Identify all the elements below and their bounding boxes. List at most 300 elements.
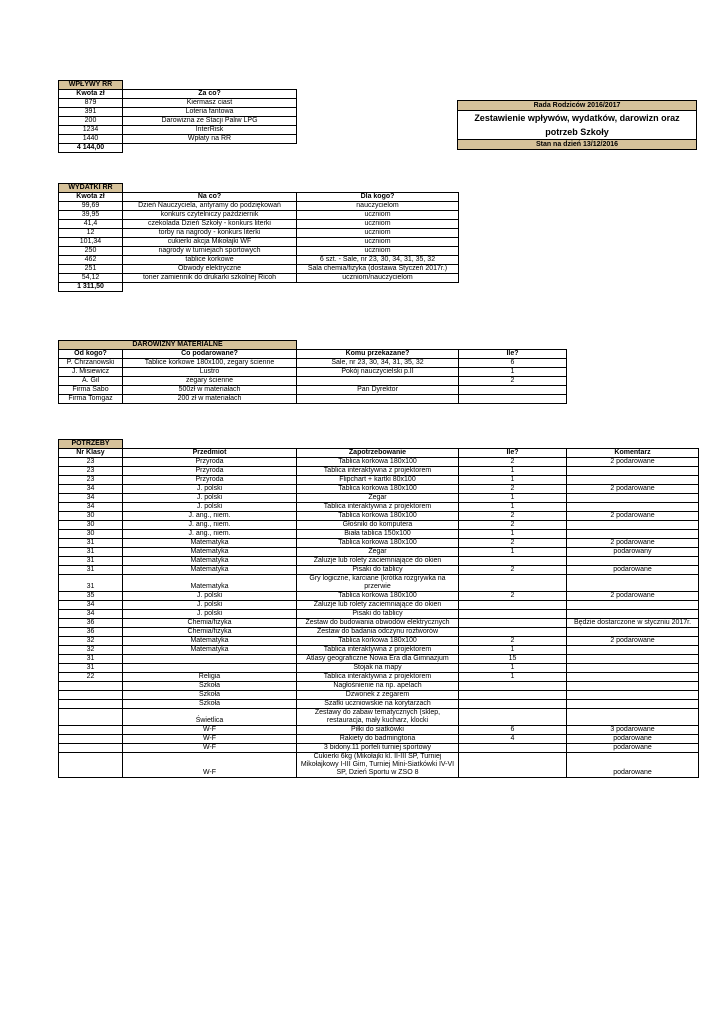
table-cell: Pokój nauczycielski p.II [297, 368, 459, 377]
section-label: WYDATKI RR [59, 184, 123, 193]
table-cell: 101,34 [59, 238, 123, 247]
table-cell: 6 [459, 726, 567, 735]
table-cell: czekolada Dzień Szkoły - konkurs literki [123, 220, 297, 229]
table-cell [567, 557, 699, 566]
column-header: Nr Klasy [59, 449, 123, 458]
table-cell: 12 [59, 229, 123, 238]
table-cell [459, 610, 567, 619]
table-cell: 31 [59, 655, 123, 664]
table-cell: Tablica korkowa 180x100 [297, 539, 459, 548]
table-row [59, 135, 297, 144]
column-header: Kwota zł [59, 193, 123, 202]
table-cell: 30 [59, 512, 123, 521]
empty-cell [459, 440, 567, 449]
table-cell: Firma Tomgaz [59, 395, 123, 404]
table-cell: Lustro [123, 368, 297, 377]
table-cell: Przyroda [123, 476, 297, 485]
section-label: DAROWIZNY MATERIALNE [59, 341, 297, 350]
table-cell: 200 [59, 117, 123, 126]
table-row [59, 735, 699, 744]
empty-cell [123, 144, 297, 153]
table-row [59, 610, 699, 619]
table-cell: Dzwonek z zegarem [297, 691, 459, 700]
table-cell: 2 podarowane [567, 512, 699, 521]
table-cell: Szafki uczniowskie na korytarzach [297, 700, 459, 709]
table-cell [567, 521, 699, 530]
table-row [59, 673, 699, 682]
table-cell: Tablica interaktywna z projektorem [297, 503, 459, 512]
income-table [58, 80, 297, 153]
table-cell: Chemia/fizyka [123, 628, 297, 637]
table-cell [59, 753, 123, 778]
expenses-table [58, 183, 459, 292]
table-cell: 31 [59, 539, 123, 548]
section-label: WPŁYWY RR [59, 81, 123, 90]
table-cell: 2 podarowane [567, 485, 699, 494]
table-row [59, 691, 699, 700]
table-cell: podarowane [567, 566, 699, 575]
table-cell [59, 744, 123, 753]
table-cell [59, 700, 123, 709]
table-cell: Tablica korkowa 180x100 [297, 512, 459, 521]
table-cell: Żaluzje lub rolety zaciemniające do okien [297, 557, 459, 566]
total-amount: 4 144,00 [59, 144, 123, 153]
table-cell: 35 [59, 592, 123, 601]
header-row [59, 90, 297, 99]
table-cell [459, 575, 567, 592]
table-cell: Matematyka [123, 637, 297, 646]
table-cell: podarowane [567, 744, 699, 753]
table-cell: 23 [59, 476, 123, 485]
table-cell: J. polski [123, 610, 297, 619]
table-row [59, 637, 699, 646]
table-cell [567, 610, 699, 619]
table-cell: 3 podarowane [567, 726, 699, 735]
table-cell [567, 673, 699, 682]
table-cell: 500zł w materiałach [123, 386, 297, 395]
empty-cell [459, 341, 567, 350]
table-cell: 36 [59, 628, 123, 637]
table-cell: 15 [459, 655, 567, 664]
table-cell [59, 735, 123, 744]
table-cell: 1 [459, 646, 567, 655]
needs-table [58, 439, 699, 778]
table-row [59, 485, 699, 494]
table-row [59, 108, 297, 117]
table-row [59, 395, 567, 404]
table-cell: torby na nagrody - konkurs literki [123, 229, 297, 238]
table-cell [567, 503, 699, 512]
table-cell: Tablica interaktywna z projektorem [297, 467, 459, 476]
table-cell: Zegar [297, 494, 459, 503]
table-row [59, 476, 699, 485]
table-cell: Obwody elektryczne [123, 265, 297, 274]
empty-cell [123, 184, 297, 193]
table-cell [567, 575, 699, 592]
table-row [59, 700, 699, 709]
table-cell: 2 [459, 512, 567, 521]
table-cell: 2 podarowane [567, 458, 699, 467]
table-row [59, 274, 459, 283]
table-row [59, 539, 699, 548]
table-cell: J. ang., niem. [123, 530, 297, 539]
table-cell: podarowane [567, 753, 699, 778]
table-cell [567, 601, 699, 610]
table-cell: 251 [59, 265, 123, 274]
table-cell: 6 [459, 359, 567, 368]
table-cell: Tablica korkowa 180x100 [297, 485, 459, 494]
table-cell: 6 szt. - Sale, nr 23, 30, 34, 31, 35, 32 [297, 256, 459, 265]
table-cell [459, 682, 567, 691]
table-cell: 34 [59, 485, 123, 494]
header-title: Zestawienie wpływów, wydatków, darowizn oraz potrzeb Szkoły [457, 111, 697, 140]
table-row [59, 619, 699, 628]
empty-cell [297, 184, 459, 193]
table-cell: 30 [59, 530, 123, 539]
column-header: Przedmiot [123, 449, 297, 458]
table-cell: Głośniki do komputera [297, 521, 459, 530]
table-cell: Darowizna ze Stacji Paliw LPG [123, 117, 297, 126]
table-row [59, 566, 699, 575]
table-cell: Przyroda [123, 458, 297, 467]
table-cell: 39,95 [59, 211, 123, 220]
table-cell: 250 [59, 247, 123, 256]
table-row [59, 377, 567, 386]
table-cell [59, 726, 123, 735]
table-cell: P. Chrzanowski [59, 359, 123, 368]
table-cell [459, 619, 567, 628]
table-cell: J. polski [123, 494, 297, 503]
table-cell: Kiermasz ciast [123, 99, 297, 108]
total-row [59, 144, 297, 153]
table-cell: 2 [459, 539, 567, 548]
table-cell: Sale, nr 23, 30, 34, 31, 35, 32 [297, 359, 459, 368]
table-cell: Tablica korkowa 180x100 [297, 592, 459, 601]
table-row [59, 628, 699, 637]
table-cell: Sala chemia/fizyka (dostawa Styczeń 2017r.) [297, 265, 459, 274]
table-cell: Firma Sabo [59, 386, 123, 395]
table-row [59, 229, 459, 238]
table-cell [567, 709, 699, 726]
table-cell: W-F [123, 753, 297, 778]
table-cell: 32 [59, 637, 123, 646]
table-cell: Pisaki do tablicy [297, 566, 459, 575]
table-cell: 462 [59, 256, 123, 265]
table-cell: Flipchart + kartki 80x100 [297, 476, 459, 485]
table-cell: 31 [59, 557, 123, 566]
table-cell: 99,69 [59, 202, 123, 211]
table-cell: 2 podarowane [567, 637, 699, 646]
table-cell [459, 709, 567, 726]
table-cell: 1440 [59, 135, 123, 144]
table-cell [59, 691, 123, 700]
table-row [59, 458, 699, 467]
table-cell: 23 [59, 458, 123, 467]
table-cell: 2 podarowane [567, 592, 699, 601]
table-row [59, 744, 699, 753]
table-cell: Atlasy geograficzne Nowa Era dla Gimnazjum [297, 655, 459, 664]
table-row [59, 202, 459, 211]
table-cell [459, 691, 567, 700]
income-section [58, 80, 297, 153]
table-cell: Loteria fantowa [123, 108, 297, 117]
table-cell: Tablica interaktywna z projektorem [297, 646, 459, 655]
donations-table [58, 340, 567, 404]
table-cell: 34 [59, 610, 123, 619]
table-cell: 1 [459, 368, 567, 377]
table-cell: 23 [59, 467, 123, 476]
table-cell: J. Misiewicz [59, 368, 123, 377]
table-cell: uczniom [297, 211, 459, 220]
table-row [59, 503, 699, 512]
header-row [59, 350, 567, 359]
table-cell: 1 [459, 476, 567, 485]
table-cell: Tablice korkowe 180x100, zegary ścienne [123, 359, 297, 368]
table-row [59, 655, 699, 664]
header-row [59, 193, 459, 202]
table-cell [123, 655, 297, 664]
total-row [59, 283, 459, 292]
table-cell: tablice korkowe [123, 256, 297, 265]
empty-cell [567, 440, 699, 449]
section-label: POTRZEBY [59, 440, 123, 449]
table-cell: uczniom [297, 220, 459, 229]
table-row [59, 646, 699, 655]
table-row [59, 682, 699, 691]
column-header: Ile? [459, 350, 567, 359]
table-cell: Tablica korkowa 180x100 [297, 637, 459, 646]
table-row [59, 99, 297, 108]
table-cell [567, 530, 699, 539]
table-cell: konkurs czytelniczy październik [123, 211, 297, 220]
table-cell [567, 646, 699, 655]
table-cell: 2 [459, 377, 567, 386]
table-cell [459, 601, 567, 610]
table-cell: W-F [123, 744, 297, 753]
table-cell: 2 podarowane [567, 539, 699, 548]
table-cell: 200 zł w materiałach [123, 395, 297, 404]
table-cell: 879 [59, 99, 123, 108]
table-cell [459, 700, 567, 709]
table-cell: Stojak na mapy [297, 664, 459, 673]
table-cell: Będzie dostarczone w styczniu 2017r. [567, 619, 699, 628]
table-cell: 31 [59, 548, 123, 557]
table-row [59, 256, 459, 265]
table-cell [567, 655, 699, 664]
section-label-row [59, 440, 699, 449]
section-label-row [59, 184, 459, 193]
header-council-year: Rada Rodziców 2016/2017 [457, 100, 697, 111]
table-cell: Szkoła [123, 691, 297, 700]
table-cell [567, 700, 699, 709]
table-cell [459, 557, 567, 566]
table-cell: J. polski [123, 592, 297, 601]
table-cell: podarowane [567, 735, 699, 744]
table-cell: Matematyka [123, 557, 297, 566]
empty-cell [297, 440, 459, 449]
column-header: Dla kogo? [297, 193, 459, 202]
table-cell: A. Gil [59, 377, 123, 386]
table-cell [459, 753, 567, 778]
table-cell: 41,4 [59, 220, 123, 229]
column-header: Ile? [459, 449, 567, 458]
column-header: Komentarz [567, 449, 699, 458]
table-cell: InterRisk [123, 126, 297, 135]
table-cell: 1 [459, 494, 567, 503]
column-header: Od kogo? [59, 350, 123, 359]
table-cell: Matematyka [123, 539, 297, 548]
table-cell [567, 691, 699, 700]
table-cell [459, 395, 567, 404]
section-label-row [59, 341, 567, 350]
table-row [59, 530, 699, 539]
total-amount: 1 311,50 [59, 283, 123, 292]
empty-cell [123, 283, 297, 292]
table-cell: 1 [459, 467, 567, 476]
table-cell [567, 494, 699, 503]
table-cell: 1234 [59, 126, 123, 135]
table-cell: 32 [59, 646, 123, 655]
table-cell: Zestaw do badania odczynu roztworów [297, 628, 459, 637]
table-cell: 391 [59, 108, 123, 117]
table-cell: J. polski [123, 485, 297, 494]
table-cell: J. polski [123, 503, 297, 512]
header-status-date: Stan na dzień 13/12/2016 [457, 140, 697, 150]
table-cell [59, 709, 123, 726]
table-cell: uczniom/nauczycielom [297, 274, 459, 283]
table-cell: J. polski [123, 601, 297, 610]
table-cell: Zestaw do budowania obwodów elektrycznych [297, 619, 459, 628]
table-cell: W-F [123, 726, 297, 735]
column-header: Na co? [123, 193, 297, 202]
table-row [59, 512, 699, 521]
column-header: Za co? [123, 90, 297, 99]
table-cell [297, 377, 459, 386]
table-cell [59, 682, 123, 691]
table-cell: Przyroda [123, 467, 297, 476]
table-cell: 22 [59, 673, 123, 682]
table-cell: Pan Dyrektor [297, 386, 459, 395]
table-cell: 30 [59, 521, 123, 530]
table-row [59, 557, 699, 566]
table-cell: 1 [459, 664, 567, 673]
table-cell: Chemia/fizyka [123, 619, 297, 628]
table-cell: 1 [459, 530, 567, 539]
table-cell: 1 [459, 503, 567, 512]
table-row [59, 117, 297, 126]
table-row [59, 601, 699, 610]
table-cell [567, 682, 699, 691]
section-label-row [59, 81, 297, 90]
empty-cell [123, 440, 297, 449]
table-cell: uczniom [297, 247, 459, 256]
table-cell [297, 395, 459, 404]
table-cell: Tablica korkowa 180x100 [297, 458, 459, 467]
table-cell [459, 386, 567, 395]
table-cell: Tablica interaktywna z projektorem [297, 673, 459, 682]
table-cell: podarowany [567, 548, 699, 557]
table-cell: Matematyka [123, 575, 297, 592]
table-cell: Szkoła [123, 700, 297, 709]
table-row [59, 359, 567, 368]
table-cell: J. ang., niem. [123, 512, 297, 521]
table-row [59, 238, 459, 247]
table-cell: W-F [123, 735, 297, 744]
table-row [59, 575, 699, 592]
table-cell: uczniom [297, 229, 459, 238]
table-cell: Matematyka [123, 548, 297, 557]
header-box [457, 100, 697, 150]
table-cell: Rakiety do badmingtona [297, 735, 459, 744]
table-cell: Zegar [297, 548, 459, 557]
table-cell: Dzień Nauczyciela, antyramy do podziękowań [123, 202, 297, 211]
column-header: Komu przekazane? [297, 350, 459, 359]
table-cell: Piłki do siatkówki [297, 726, 459, 735]
table-row [59, 247, 459, 256]
empty-cell [297, 341, 459, 350]
table-cell: nauczycielom [297, 202, 459, 211]
table-row [59, 467, 699, 476]
table-cell: 4 [459, 735, 567, 744]
table-row [59, 521, 699, 530]
table-row [59, 548, 699, 557]
table-cell: Pisaki do tablicy [297, 610, 459, 619]
table-cell: 31 [59, 566, 123, 575]
table-cell: zegary ścienne [123, 377, 297, 386]
table-cell: Matematyka [123, 646, 297, 655]
table-cell: Świetlica [123, 709, 297, 726]
table-row [59, 126, 297, 135]
empty-cell [297, 283, 459, 292]
column-header: Kwota zł [59, 90, 123, 99]
table-row [59, 664, 699, 673]
expenses-section [58, 183, 459, 292]
table-cell [123, 664, 297, 673]
table-cell: 2 [459, 485, 567, 494]
needs-section [58, 439, 699, 778]
table-cell [459, 628, 567, 637]
table-cell: J. ang., niem. [123, 521, 297, 530]
table-cell: 31 [59, 575, 123, 592]
table-row [59, 386, 567, 395]
table-row [59, 753, 699, 778]
table-cell: Gry logiczne, karciane (krótka rozgrywka na przerwie [297, 575, 459, 592]
table-cell: Matematyka [123, 566, 297, 575]
table-cell: 1 [459, 548, 567, 557]
table-cell: 2 [459, 521, 567, 530]
table-cell: Religia [123, 673, 297, 682]
table-cell: 2 [459, 458, 567, 467]
table-row [59, 265, 459, 274]
table-row [59, 368, 567, 377]
table-cell: cukierki akcja Mikołajki WF [123, 238, 297, 247]
table-cell [567, 467, 699, 476]
table-cell: 34 [59, 503, 123, 512]
table-cell: 2 [459, 592, 567, 601]
table-cell [567, 476, 699, 485]
table-cell: Cukierki 6kg (Mikołajki kl. II-III SP, Turniej Mikołajkowy I-III Gim, Turniej Mini-Siatkówki IV-VI SP, Dzień Sportu w ZSO 8 [297, 753, 459, 778]
table-cell: 54,12 [59, 274, 123, 283]
table-row [59, 709, 699, 726]
table-cell: Wpłaty na RR [123, 135, 297, 144]
table-row [59, 726, 699, 735]
table-cell: 34 [59, 601, 123, 610]
table-cell: 31 [59, 664, 123, 673]
header-row [59, 449, 699, 458]
table-cell: uczniom [297, 238, 459, 247]
table-cell: 36 [59, 619, 123, 628]
table-cell: toner zamiennik do drukarki szkolnej Ricoh [123, 274, 297, 283]
